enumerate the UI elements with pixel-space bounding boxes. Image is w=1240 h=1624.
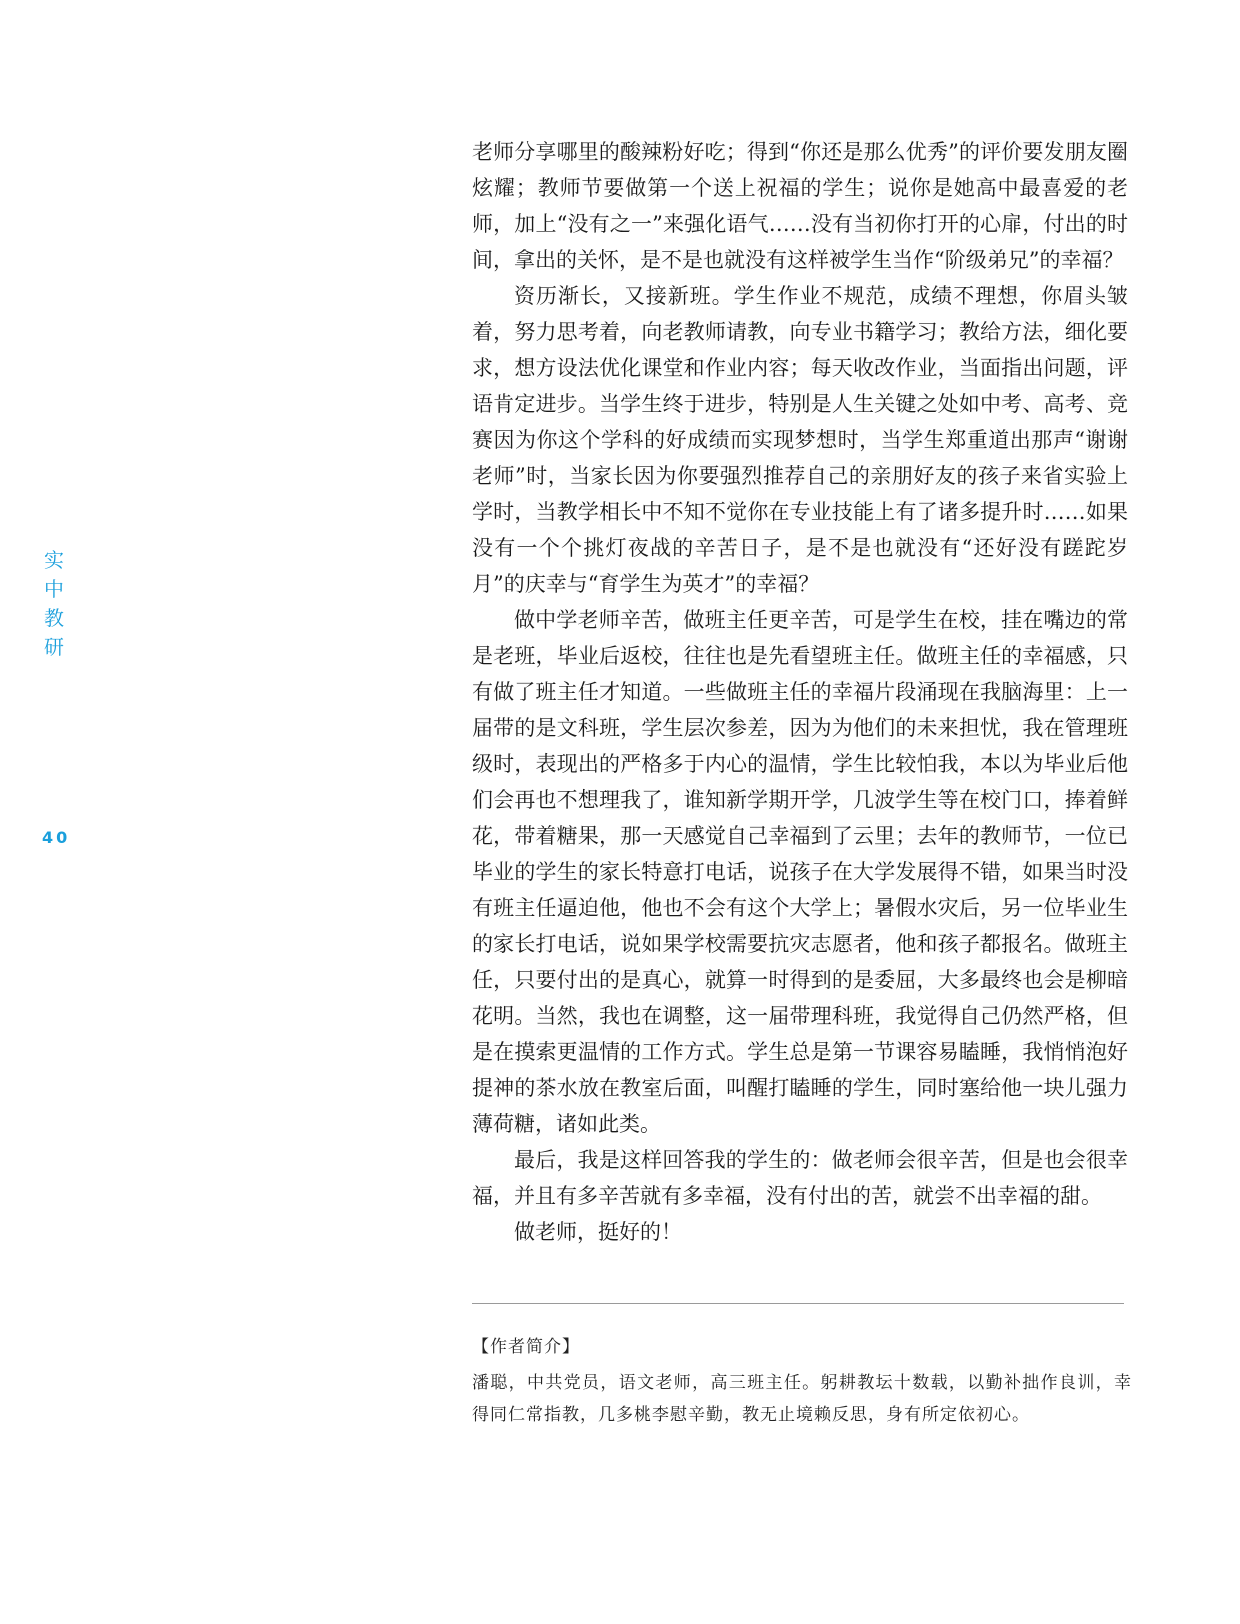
paragraph: 做老师，挺好的！ <box>514 1220 682 1244</box>
section-label <box>42 546 66 662</box>
paragraph: 资历渐长，又接新班。学生作业不规范，成绩不理想，你眉头皱着，努力思考着，向老教师请教，向专业书籍学习；教给方法，细化要求，想方设法优化课堂和作业内容；每天收改作业，当面指出问题，评语肯定进步。当学生终于进步，特别是人生关键之处如中考、高考、竞赛因为你这个学科的好成绩而实现梦想时，当学生郑重道出那声“谢谢老师”时，当家长因为你要强烈推荐自己的亲朋好友的孩子来省实验上学时，当教学相长中不知不觉你在专业技能上有了诸多提升时……如果没有一个个挑灯夜战的辛苦日子，是不是也就没有“还好没有蹉跎岁月”的庆幸与“育学生为英才”的幸福？ <box>472 284 1128 596</box>
section-label-char: 中 <box>44 577 64 601</box>
paragraph: 做中学老师辛苦，做班主任更辛苦，可是学生在校，挂在嘴边的常是老班，毕业后返校，往往也是先看望班主任。做班主任的幸福感，只有做了班主任才知道。一些做班主任的幸福片段涌现在我脑海里：上一届带的是文科班，学生层次参差，因为为他们的未来担忧，我在管理班级时，表现出的严格多于内心的温情，学生比较怕我，本以为毕业后他们会再也不想理我了，谁知新学期开学，几波学生等在校门口，捧着鲜花，带着糖果，那一天感觉自己幸福到了云里；去年的教师节，一位已毕业的学生的家长特意打电话，说孩子在大学发展得不错，如果当时没有班主任逼迫他，他也不会有这个大学上；暑假水灾后，另一位毕业生的家长打电话，说如果学校需要抗灾志愿者，他和孩子都报名。做班主任，只要付出的是真心，就算一时得到的是委屈，大多最终也会是柳暗花明。当然，我也在调整，这一届带理科班，我觉得自己仍然严格，但是在摸索更温情的工作方式。学生总是第一节课容易瞌睡，我悄悄泡好提神的茶水放在教室后面，叫醒打瞌睡的学生，同时塞给他一块儿强力薄荷糖，诸如此类。 <box>472 608 1128 1136</box>
paragraph: 最后，我是这样回答我的学生的：做老师会很辛苦，但是也会很幸福，并且有多辛苦就有多幸福，没有付出的苦，就尝不出幸福的甜。 <box>472 1148 1128 1208</box>
section-label-char: 教 <box>44 606 64 630</box>
section-label-char: 研 <box>44 635 64 659</box>
article-body <box>472 134 1128 1250</box>
section-label-char: 实 <box>44 548 64 572</box>
author-bio: 潘聪，中共党员，语文老师，高三班主任。躬耕教坛十数载，以勤补拙作良训，幸得同仁常指教，几多桃李慰辛勤，教无止境赖反思，身有所定依初心。 <box>472 1373 1132 1425</box>
page-number: 40 <box>42 828 71 847</box>
paragraph: 老师分享哪里的酸辣粉好吃；得到“你还是那么优秀”的评价要发朋友圈炫耀；教师节要做第一个送上祝福的学生；说你是她高中最喜爱的老师，加上“没有之一”来强化语气……没有当初你打开的心扉，付出的时间，拿出的关怀，是不是也就没有这样被学生当作“阶级弟兄”的幸福？ <box>472 140 1128 272</box>
author-section-title: 【作者简介】 <box>472 1337 580 1357</box>
section-divider <box>472 1303 1124 1304</box>
